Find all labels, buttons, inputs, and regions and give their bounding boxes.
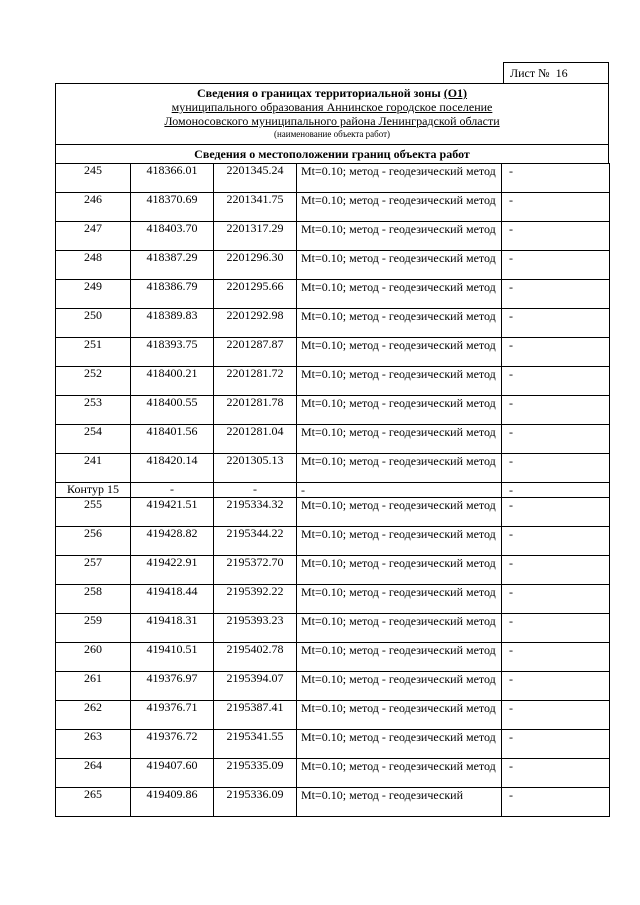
description-cell: - bbox=[502, 164, 610, 193]
x-coordinate-cell: 419407.60 bbox=[131, 759, 214, 788]
y-coordinate-cell: - bbox=[214, 483, 297, 498]
y-coordinate-cell: 2201345.24 bbox=[214, 164, 297, 193]
method-cell: Mt=0.10; метод - геодезический метод bbox=[297, 454, 502, 483]
table-row bbox=[56, 164, 610, 193]
x-coordinate-cell: - bbox=[131, 483, 214, 498]
section-title: Сведения о местоположении границ объекта работ bbox=[55, 144, 609, 164]
description-cell: - bbox=[502, 338, 610, 367]
description-cell: - bbox=[502, 643, 610, 672]
y-coordinate-cell: 2201296.30 bbox=[214, 251, 297, 280]
y-coordinate-cell: 2195387.41 bbox=[214, 701, 297, 730]
point-number-cell: 262 bbox=[56, 701, 131, 730]
y-coordinate-cell: 2195335.09 bbox=[214, 759, 297, 788]
header-municipality: муниципального образования Аннинское городское поселение bbox=[171, 100, 493, 114]
point-number-cell: 247 bbox=[56, 222, 131, 251]
table-row bbox=[56, 498, 610, 527]
table-row bbox=[56, 585, 610, 614]
table-row bbox=[56, 556, 610, 585]
y-coordinate-cell: 2195336.09 bbox=[214, 788, 297, 817]
description-cell: - bbox=[502, 585, 610, 614]
x-coordinate-cell: 418386.79 bbox=[131, 280, 214, 309]
table-row bbox=[56, 527, 610, 556]
method-cell: Mt=0.10; метод - геодезический метод bbox=[297, 222, 502, 251]
coordinates-table bbox=[55, 163, 610, 817]
x-coordinate-cell: 418389.83 bbox=[131, 309, 214, 338]
y-coordinate-cell: 2195402.78 bbox=[214, 643, 297, 672]
x-coordinate-cell: 418420.14 bbox=[131, 454, 214, 483]
point-number-cell: 252 bbox=[56, 367, 131, 396]
description-cell: - bbox=[502, 483, 610, 498]
x-coordinate-cell: 419428.82 bbox=[131, 527, 214, 556]
method-cell: Mt=0.10; метод - геодезический метод bbox=[297, 498, 502, 527]
contour-row bbox=[56, 483, 610, 498]
table-row bbox=[56, 643, 610, 672]
description-cell: - bbox=[502, 498, 610, 527]
header-title bbox=[56, 86, 608, 100]
header-caption: (наименование объекта работ) bbox=[273, 129, 391, 139]
sheet-number-box bbox=[503, 62, 609, 84]
x-coordinate-cell: 419376.71 bbox=[131, 701, 214, 730]
y-coordinate-cell: 2201287.87 bbox=[214, 338, 297, 367]
point-number-cell: 241 bbox=[56, 454, 131, 483]
method-cell: Mt=0.10; метод - геодезический метод bbox=[297, 367, 502, 396]
y-coordinate-cell: 2201295.66 bbox=[214, 280, 297, 309]
y-coordinate-cell: 2195341.55 bbox=[214, 730, 297, 759]
table-row bbox=[56, 367, 610, 396]
description-cell: - bbox=[502, 701, 610, 730]
header-title-zone: (О1) bbox=[443, 86, 468, 100]
point-number-cell: 258 bbox=[56, 585, 131, 614]
y-coordinate-cell: 2201281.04 bbox=[214, 425, 297, 454]
sheet-number: 16 bbox=[555, 66, 568, 80]
method-cell: Mt=0.10; метод - геодезический метод bbox=[297, 251, 502, 280]
y-coordinate-cell: 2201281.72 bbox=[214, 367, 297, 396]
y-coordinate-cell: 2201341.75 bbox=[214, 193, 297, 222]
x-coordinate-cell: 419418.44 bbox=[131, 585, 214, 614]
description-cell: - bbox=[502, 454, 610, 483]
description-cell: - bbox=[502, 425, 610, 454]
method-cell: Mt=0.10; метод - геодезический метод bbox=[297, 556, 502, 585]
description-cell: - bbox=[502, 309, 610, 338]
point-number-cell: 260 bbox=[56, 643, 131, 672]
description-cell: - bbox=[502, 614, 610, 643]
description-cell: - bbox=[502, 222, 610, 251]
point-number-cell: Контур 15 bbox=[56, 483, 131, 498]
x-coordinate-cell: 419376.72 bbox=[131, 730, 214, 759]
point-number-cell: 265 bbox=[56, 788, 131, 817]
table-row bbox=[56, 338, 610, 367]
y-coordinate-cell: 2195334.32 bbox=[214, 498, 297, 527]
x-coordinate-cell: 418401.56 bbox=[131, 425, 214, 454]
x-coordinate-cell: 418387.29 bbox=[131, 251, 214, 280]
description-cell: - bbox=[502, 396, 610, 425]
y-coordinate-cell: 2201317.29 bbox=[214, 222, 297, 251]
method-cell: Mt=0.10; метод - геодезический метод bbox=[297, 672, 502, 701]
y-coordinate-cell: 2201305.13 bbox=[214, 454, 297, 483]
x-coordinate-cell: 418400.55 bbox=[131, 396, 214, 425]
table-row bbox=[56, 788, 610, 817]
method-cell: - bbox=[297, 483, 502, 498]
y-coordinate-cell: 2195394.07 bbox=[214, 672, 297, 701]
table-row bbox=[56, 730, 610, 759]
description-cell: - bbox=[502, 280, 610, 309]
table-row bbox=[56, 672, 610, 701]
x-coordinate-cell: 418400.21 bbox=[131, 367, 214, 396]
description-cell: - bbox=[502, 556, 610, 585]
point-number-cell: 263 bbox=[56, 730, 131, 759]
x-coordinate-cell: 419421.51 bbox=[131, 498, 214, 527]
table-row bbox=[56, 614, 610, 643]
method-cell: Mt=0.10; метод - геодезический метод bbox=[297, 309, 502, 338]
point-number-cell: 254 bbox=[56, 425, 131, 454]
method-cell: Mt=0.10; метод - геодезический метод bbox=[297, 164, 502, 193]
x-coordinate-cell: 419409.86 bbox=[131, 788, 214, 817]
description-cell: - bbox=[502, 672, 610, 701]
table-row bbox=[56, 759, 610, 788]
method-cell: Mt=0.10; метод - геодезический метод bbox=[297, 396, 502, 425]
method-cell: Mt=0.10; метод - геодезический метод bbox=[297, 759, 502, 788]
point-number-cell: 253 bbox=[56, 396, 131, 425]
table-row bbox=[56, 701, 610, 730]
method-cell: Mt=0.10; метод - геодезический bbox=[297, 788, 502, 817]
method-cell: Mt=0.10; метод - геодезический метод bbox=[297, 280, 502, 309]
method-cell: Mt=0.10; метод - геодезический метод bbox=[297, 730, 502, 759]
x-coordinate-cell: 419410.51 bbox=[131, 643, 214, 672]
table-row bbox=[56, 425, 610, 454]
method-cell: Mt=0.10; метод - геодезический метод bbox=[297, 338, 502, 367]
table-row bbox=[56, 454, 610, 483]
point-number-cell: 251 bbox=[56, 338, 131, 367]
method-cell: Mt=0.10; метод - геодезический метод bbox=[297, 425, 502, 454]
point-number-cell: 246 bbox=[56, 193, 131, 222]
y-coordinate-cell: 2195372.70 bbox=[214, 556, 297, 585]
x-coordinate-cell: 419376.97 bbox=[131, 672, 214, 701]
method-cell: Mt=0.10; метод - геодезический метод bbox=[297, 701, 502, 730]
table-row bbox=[56, 280, 610, 309]
point-number-cell: 257 bbox=[56, 556, 131, 585]
description-cell: - bbox=[502, 759, 610, 788]
table-row bbox=[56, 251, 610, 280]
header-title-prefix: Сведения о границах территориальной зоны bbox=[196, 86, 441, 100]
header-district: Ломоносовского муниципального района Ленинградской области bbox=[164, 114, 500, 128]
y-coordinate-cell: 2195392.22 bbox=[214, 585, 297, 614]
method-cell: Mt=0.10; метод - геодезический метод bbox=[297, 643, 502, 672]
table-row bbox=[56, 222, 610, 251]
description-cell: - bbox=[502, 527, 610, 556]
method-cell: Mt=0.10; метод - геодезический метод bbox=[297, 527, 502, 556]
method-cell: Mt=0.10; метод - геодезический метод bbox=[297, 585, 502, 614]
x-coordinate-cell: 418366.01 bbox=[131, 164, 214, 193]
table-row bbox=[56, 396, 610, 425]
point-number-cell: 259 bbox=[56, 614, 131, 643]
y-coordinate-cell: 2201281.78 bbox=[214, 396, 297, 425]
document-header bbox=[55, 83, 609, 145]
point-number-cell: 245 bbox=[56, 164, 131, 193]
table-row bbox=[56, 309, 610, 338]
point-number-cell: 248 bbox=[56, 251, 131, 280]
y-coordinate-cell: 2195344.22 bbox=[214, 527, 297, 556]
point-number-cell: 256 bbox=[56, 527, 131, 556]
x-coordinate-cell: 418393.75 bbox=[131, 338, 214, 367]
description-cell: - bbox=[502, 193, 610, 222]
description-cell: - bbox=[502, 251, 610, 280]
point-number-cell: 264 bbox=[56, 759, 131, 788]
x-coordinate-cell: 418403.70 bbox=[131, 222, 214, 251]
point-number-cell: 261 bbox=[56, 672, 131, 701]
point-number-cell: 249 bbox=[56, 280, 131, 309]
x-coordinate-cell: 419422.91 bbox=[131, 556, 214, 585]
description-cell: - bbox=[502, 730, 610, 759]
method-cell: Mt=0.10; метод - геодезический метод bbox=[297, 614, 502, 643]
description-cell: - bbox=[502, 788, 610, 817]
point-number-cell: 255 bbox=[56, 498, 131, 527]
description-cell: - bbox=[502, 367, 610, 396]
x-coordinate-cell: 419418.31 bbox=[131, 614, 214, 643]
y-coordinate-cell: 2201292.98 bbox=[214, 309, 297, 338]
sheet-label: Лист № bbox=[510, 66, 550, 80]
point-number-cell: 250 bbox=[56, 309, 131, 338]
x-coordinate-cell: 418370.69 bbox=[131, 193, 214, 222]
y-coordinate-cell: 2195393.23 bbox=[214, 614, 297, 643]
method-cell: Mt=0.10; метод - геодезический метод bbox=[297, 193, 502, 222]
table-row bbox=[56, 193, 610, 222]
